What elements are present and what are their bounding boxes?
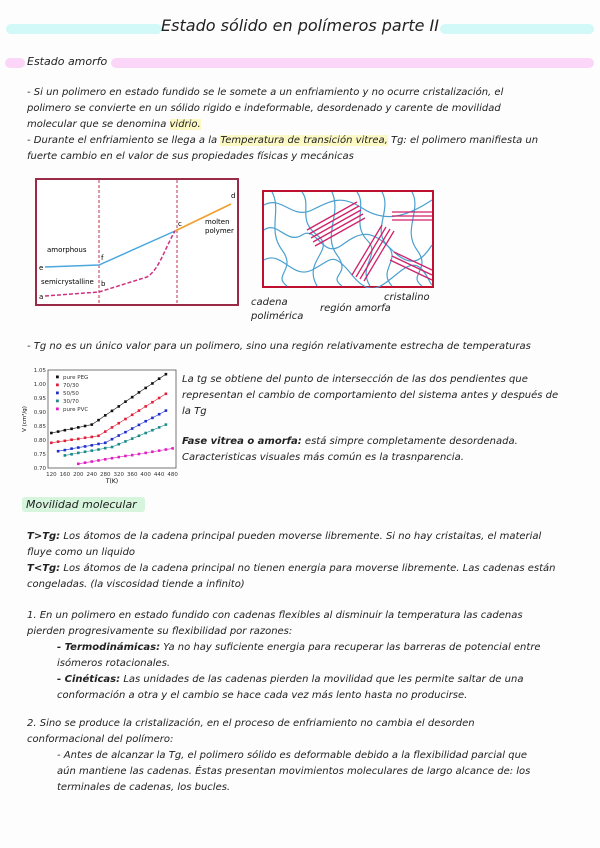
text: molecular que se denomina [27, 119, 170, 130]
x-tick-label: 240 [86, 472, 98, 478]
text-line [182, 434, 558, 450]
text: Los átomos de la cadena principal no tienen energia para moverse libremente. Las cadenas están [60, 563, 556, 574]
legend-label: pure PVC [63, 407, 89, 413]
data-point-50-50 [165, 409, 168, 412]
text: está simpre completamente desordenada. [301, 436, 518, 447]
text-line: - Antes de alcanzar la Tg, el polimero sólido es deformable debido a la flexibilidad parcial que [57, 750, 528, 761]
section-decoration-right [111, 58, 594, 68]
legend-label: 30/70 [63, 399, 79, 405]
y-tick-label: 0.95 [33, 396, 46, 402]
text: - Durante el enfriamiento se llega a la [27, 135, 221, 146]
text: cadena [251, 297, 288, 308]
legend-marker [56, 400, 59, 403]
legend-label: pure PEG [63, 375, 89, 381]
text-line [27, 561, 555, 577]
text-line: 2. Sino se produce la cristalización, en el proceso de enfriamiento no cambia el desorden [27, 718, 475, 729]
label-amorphous: amorphous [47, 246, 87, 254]
text-line: La tg se obtiene del punto de intersección de las dos pendientes que [182, 374, 528, 385]
figure-frame [263, 191, 433, 287]
label-semicrystalline: semicrystalline [41, 278, 94, 286]
text-line [27, 117, 538, 133]
bold-term: T<Tg: [27, 563, 61, 574]
legend-marker [56, 384, 59, 387]
bold-term: Fase vitrea o amorfa: [182, 436, 302, 447]
point-a: a [39, 293, 44, 301]
y-tick-label: 0.85 [33, 424, 46, 430]
text: Tg: el polimero manifiesta un [387, 135, 539, 146]
tg-note: - Tg no es un único valor para un polimero, sino una región relativamente estrecha de temperaturas [27, 341, 531, 352]
text-line [27, 133, 538, 149]
text-line [27, 672, 555, 688]
point-d: d [231, 192, 236, 200]
text-line [27, 640, 555, 656]
text: Las unidades de las cadenas pierden la movilidad que les permite saltar de una [120, 674, 524, 685]
text-line: conformación a otra y el cambio se hace cada vez más lento hasta no producirse. [57, 690, 468, 701]
section-decoration-left [5, 58, 25, 68]
x-tick-label: 280 [100, 472, 111, 478]
polymer-chain-diagram [262, 190, 434, 288]
y-tick-label: 0.80 [33, 438, 46, 444]
intro-paragraph [27, 85, 538, 165]
section-heading-amorfo: Estado amorfo [27, 55, 108, 68]
bold-term: T>Tg: [27, 531, 61, 542]
text-line: la Tg [182, 406, 207, 417]
legend-marker [56, 408, 59, 411]
specific-volume-chart [20, 364, 180, 484]
text-line: isómeros rotacionales. [57, 658, 171, 669]
y-tick-label: 0.90 [33, 410, 46, 416]
label-region-amorfa: región amorfa [320, 303, 391, 314]
text-line: fluye como un liquido [27, 547, 136, 558]
bold-term: - Termodinámicas: [57, 642, 161, 653]
point-b: b [101, 280, 106, 288]
y-tick-label: 1.05 [33, 368, 46, 374]
label-cristalino: cristalino [384, 292, 430, 303]
x-tick-label: 200 [73, 472, 84, 478]
text-line: terminales de cadenas, los bucles. [57, 782, 231, 793]
y-tick-label: 0.70 [33, 466, 46, 472]
legend-marker [56, 376, 59, 379]
volume-temperature-diagram [35, 178, 239, 306]
text-line: 1. En un polimero en estado fundido con cadenas flexibles al disminuir la temperatura las cadenas [27, 610, 523, 621]
x-tick-label: 320 [113, 472, 124, 478]
legend-label: 50/50 [63, 391, 79, 397]
text-line: pierden progresivamente su flexibilidad por razones: [27, 626, 293, 637]
text-line: - Si un polimero en estado fundido se le somete a un enfriamiento y no ocurre cristalización, el [27, 87, 504, 98]
page-title: Estado sólido en polímeros parte II [161, 16, 439, 35]
text: Los átomos de la cadena principal pueden moverse libremente. Si no hay cristaitas, el material [60, 531, 542, 542]
text-line: congeladas. (la viscosidad tiende a infinito) [27, 579, 245, 590]
text-line: fuerte cambio en el valor de sus propiedades físicas y mecánicas [27, 151, 354, 162]
section-heading-movilidad: Movilidad molecular [22, 497, 145, 512]
highlight-vidrio: vidrio. [169, 119, 201, 130]
text: polimérica [251, 311, 304, 322]
point-c: c [178, 220, 182, 228]
label-cadena-polimerica [251, 296, 303, 324]
movilidad-body [27, 529, 555, 796]
legend-marker [56, 392, 59, 395]
point-e: e [39, 264, 44, 272]
point-f: f [101, 254, 104, 262]
highlight-tg: Temperatura de transición vitrea, [220, 135, 388, 146]
chart-explanation [182, 372, 558, 466]
text-line: polimero se convierte en un sólido rigido e indeformable, desordenado y carente de movilidad [27, 103, 501, 114]
text: Ya no hay suficiente energia para recuperar las barreras de potencial entre [160, 642, 541, 653]
label-molten: molten [205, 218, 230, 226]
text-line: conformacional del polímero: [27, 734, 174, 745]
x-axis-label: T(K) [105, 478, 119, 484]
figure-frame [36, 179, 238, 305]
x-tick-label: 160 [59, 472, 71, 478]
x-tick-label: 440 [153, 472, 165, 478]
x-tick-label: 480 [167, 472, 178, 478]
text-line: aún mantiene las cadenas. Éstas presentan movimientos moleculares de largo alcance de: los [57, 766, 531, 777]
x-tick-label: 360 [126, 472, 138, 478]
x-tick-label: 400 [140, 472, 151, 478]
bold-term: - Cinéticas: [57, 674, 121, 685]
x-tick-label: 120 [46, 472, 57, 478]
text-line: representan el cambio de comportamiento del sistema antes y después de [182, 390, 559, 401]
data-point-30-70 [165, 423, 168, 426]
y-tick-label: 0.75 [33, 452, 46, 458]
legend-label: 70/30 [63, 383, 79, 389]
y-tick-label: 1.00 [33, 382, 46, 388]
y-axis-label: V (cm³/g) [22, 406, 28, 432]
text-line [27, 529, 555, 545]
text-line: Caracteristicas visuales más común es la trasnparencia. [182, 452, 464, 463]
label-polymer: polymer [205, 227, 234, 235]
